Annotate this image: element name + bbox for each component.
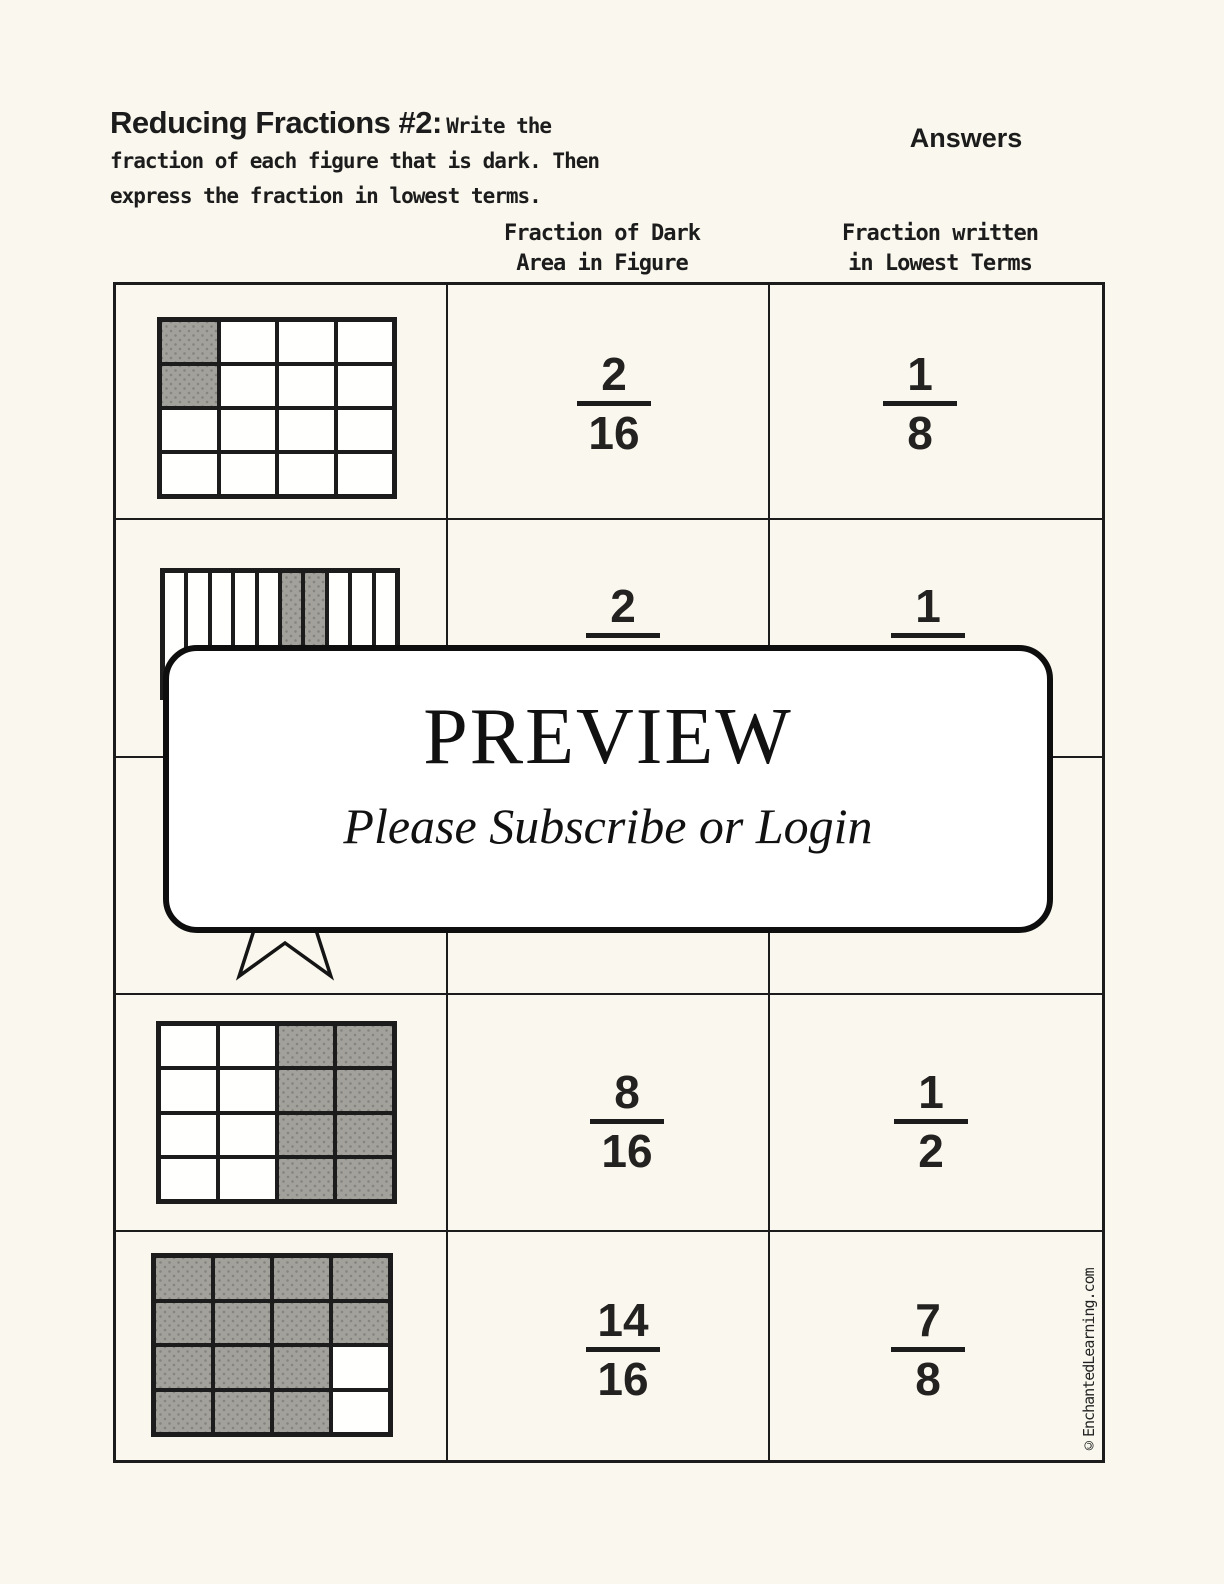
figure-cell-dark: [272, 1345, 331, 1390]
figure-cell-dark: [335, 1113, 394, 1157]
figure-cell-dark: [154, 1301, 213, 1346]
figure-cell-light: [219, 452, 278, 496]
figure-cell-dark: [160, 320, 219, 364]
fraction-denominator: 8: [915, 1353, 941, 1405]
figure-grid-row-1: [157, 317, 397, 499]
fraction-row-5: [586, 1296, 660, 1403]
fraction-bar: [577, 401, 651, 406]
figure-cell-dark: [213, 1256, 272, 1301]
figure-cell-light: [336, 320, 395, 364]
figure-cell-light: [159, 1157, 218, 1201]
fraction-bar: [891, 633, 965, 638]
figure-cell-dark: [272, 1301, 331, 1346]
fraction-numerator: 2: [610, 580, 636, 632]
fraction-numerator: 1: [915, 580, 941, 632]
figure-cell-dark: [213, 1390, 272, 1435]
figure-cell-light: [218, 1157, 277, 1201]
column-header-lowest: [842, 219, 1038, 279]
figure-cell-light: [277, 320, 336, 364]
column-header-fraction: [504, 219, 700, 279]
figure-cell-light: [219, 364, 278, 408]
copyright-credit: ©EnchantedLearning.com: [1080, 1268, 1098, 1454]
figure-cell-light: [159, 1024, 218, 1068]
answers-label: Answers: [909, 123, 1023, 153]
lowest-terms-row-1: [883, 350, 957, 457]
instruction-line-3: express the fraction in lowest terms.: [110, 184, 541, 208]
figure-cell-dark: [277, 1024, 336, 1068]
fraction-numerator: 2: [601, 348, 627, 400]
fraction-row-2: [586, 582, 660, 641]
figure-cell-dark: [154, 1345, 213, 1390]
column-header-lowest-line1: Fraction written: [842, 221, 1038, 246]
fraction-numerator: 1: [907, 348, 933, 400]
preview-title: PREVIEW: [423, 693, 793, 781]
figure-cell-light: [218, 1068, 277, 1112]
figure-cell-light: [331, 1345, 390, 1390]
figure-cell-light: [160, 408, 219, 452]
page-title: Reducing Fractions #2:: [110, 105, 442, 140]
figure-cell-light: [336, 452, 395, 496]
fraction-denominator: 2: [918, 1125, 944, 1177]
figure-cell-dark: [213, 1301, 272, 1346]
figure-cell-dark: [335, 1024, 394, 1068]
figure-cell-light: [160, 452, 219, 496]
fraction-row-4: [590, 1068, 664, 1175]
fraction-numerator: 14: [597, 1294, 649, 1346]
column-header-fraction-line2: Area in Figure: [516, 251, 688, 276]
figure-cell-dark: [154, 1256, 213, 1301]
figure-cell-light: [219, 408, 278, 452]
fraction-bar: [586, 633, 660, 638]
lowest-terms-row-5: [891, 1296, 965, 1403]
lowest-terms-row-2: [891, 582, 965, 641]
instruction-inline: Write the: [446, 114, 552, 138]
figure-cell-dark: [335, 1157, 394, 1201]
fraction-numerator: 7: [915, 1294, 941, 1346]
fraction-bar: [891, 1347, 965, 1352]
fraction-bar: [883, 401, 957, 406]
figure-cell-dark: [331, 1301, 390, 1346]
figure-cell-light: [331, 1390, 390, 1435]
figure-grid-row-5: [151, 1253, 393, 1437]
fraction-denominator: 16: [601, 1125, 653, 1177]
figure-cell-dark: [272, 1256, 331, 1301]
figure-cell-dark: [277, 1113, 336, 1157]
figure-cell-dark: [272, 1390, 331, 1435]
figure-cell-light: [218, 1113, 277, 1157]
fraction-numerator: 8: [614, 1066, 640, 1118]
fraction-bar: [586, 1347, 660, 1352]
figure-cell-light: [159, 1113, 218, 1157]
figure-cell-dark: [160, 364, 219, 408]
figure-cell-dark: [335, 1068, 394, 1112]
fraction-bar: [590, 1119, 664, 1124]
figure-cell-light: [218, 1024, 277, 1068]
fraction-bar: [894, 1119, 968, 1124]
figure-cell-dark: [213, 1345, 272, 1390]
lowest-terms-row-4: [894, 1068, 968, 1175]
figure-cell-light: [219, 320, 278, 364]
instruction-line-2: fraction of each figure that is dark. Then: [110, 149, 600, 173]
figure-cell-dark: [277, 1157, 336, 1201]
figure-cell-light: [277, 452, 336, 496]
subscribe-login-text[interactable]: Please Subscribe or Login: [343, 798, 873, 854]
figure-grid-row-4: [156, 1021, 397, 1204]
figure-cell-dark: [331, 1256, 390, 1301]
figure-cell-light: [336, 408, 395, 452]
fraction-denominator: 8: [907, 407, 933, 459]
table-row-divider-3: [116, 993, 1102, 995]
preview-overlay: [163, 645, 1053, 933]
figure-cell-light: [336, 364, 395, 408]
figure-cell-light: [277, 364, 336, 408]
table-row-divider-4: [116, 1230, 1102, 1232]
fraction-denominator: 16: [588, 407, 640, 459]
fraction-row-1: [577, 350, 651, 457]
fraction-numerator: 1: [918, 1066, 944, 1118]
column-header-lowest-line2: in Lowest Terms: [848, 251, 1032, 276]
figure-cell-dark: [154, 1390, 213, 1435]
title-block: [110, 106, 670, 215]
column-header-fraction-line1: Fraction of Dark: [504, 221, 700, 246]
figure-cell-light: [277, 408, 336, 452]
fraction-denominator: 16: [597, 1353, 649, 1405]
figure-cell-light: [159, 1068, 218, 1112]
figure-cell-dark: [277, 1068, 336, 1112]
table-row-divider-1: [116, 518, 1102, 520]
